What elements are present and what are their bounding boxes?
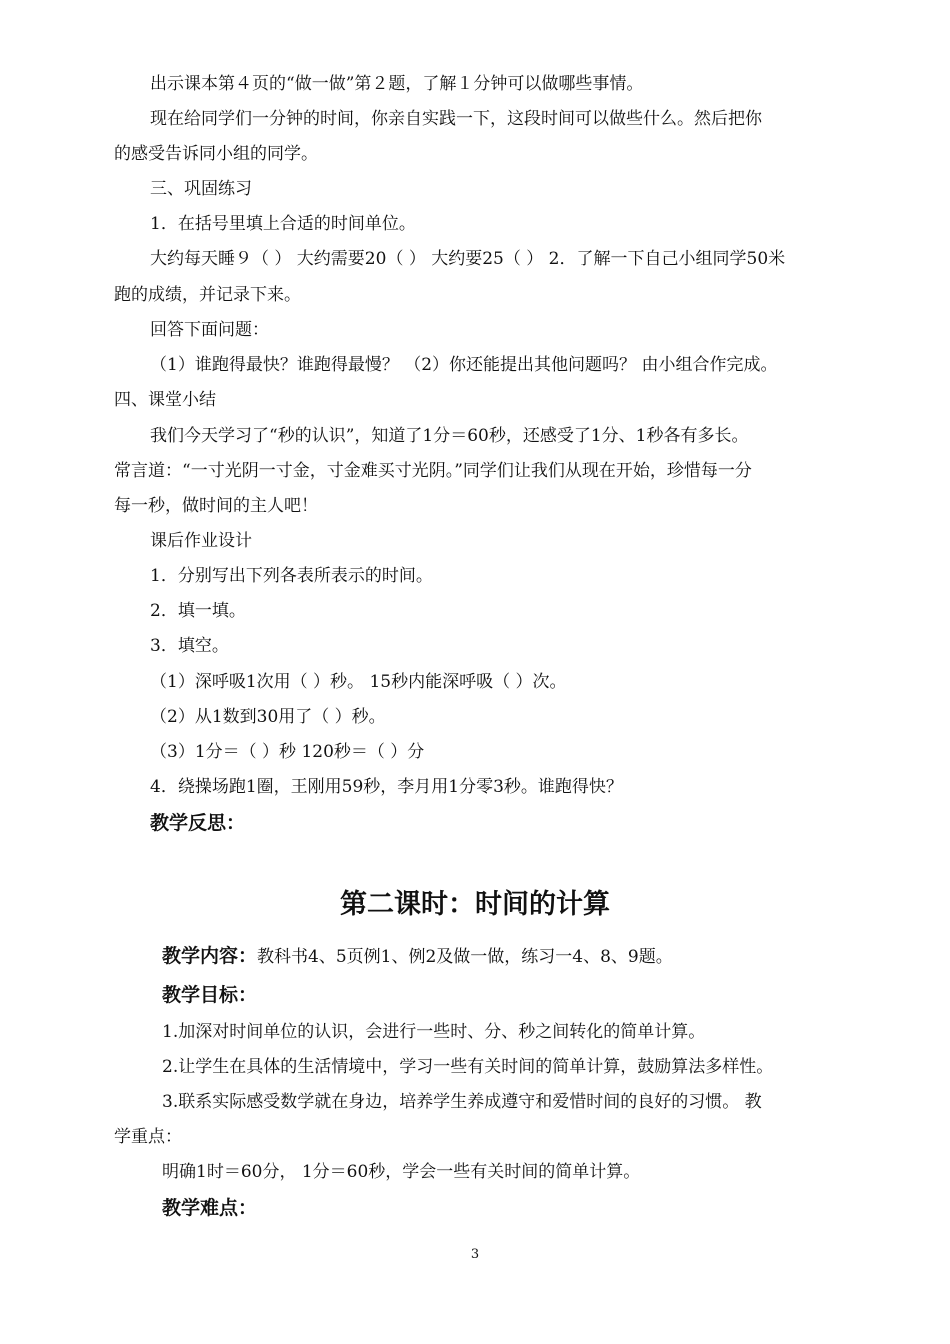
section-heading: 四、课堂小结 [114,390,216,410]
key-point-text: 明确1时＝60分， 1分＝60秒，学会一些有关时间的简单计算。 [162,1162,641,1182]
text-line: （3）1分＝（ ）秒 120秒＝（ ）分 [150,742,425,762]
page-number: 3 [470,1247,480,1262]
content-row [162,944,673,969]
text-line: （1）深呼吸1次用（ ）秒。 15秒内能深呼吸（ ）次。 [150,672,567,692]
text-line: 常言道：“一寸光阴一寸金，寸金难买寸光阴。”同学们让我们从现在开始，珍惜每一分 [114,461,752,481]
section-heading: 课后作业设计 [150,531,252,551]
goal-item: 2.让学生在具体的生活情境中，学习一些有关时间的简单计算，鼓励算法多样性。 [162,1057,774,1077]
reflection-heading: 教学反思： [150,812,246,834]
key-point-heading: 学重点： [114,1127,182,1147]
lesson-title: 第二课时：时间的计算 [340,889,610,920]
text-line: 出示课本第４页的“做一做”第２题，了解１分钟可以做哪些事情。 [150,74,644,94]
text-line: 回答下面问题： [150,320,269,340]
text-line: 3．填空。 [150,636,229,656]
content-label: 教学内容： [162,945,258,967]
text-line: 1．在括号里填上合适的时间单位。 [150,214,416,234]
text-line: 我们今天学习了“秒的认识”，知道了1分＝60秒，还感受了1分、1秒各有多长。 [150,426,749,446]
text-line: 现在给同学们一分钟的时间，你亲自实践一下，这段时间可以做些什么。然后把你 [150,109,762,129]
text-line: 大约每天睡９（ ） 大约需要20（ ） 大约要25（ ） 2．了解一下自己小组同学50米 [150,249,786,269]
text-line: 跑的成绩，并记录下来。 [114,285,301,305]
content-text: 教科书4、5页例1、例2及做一做，练习一4、8、9题。 [257,947,673,967]
goal-item: 3.联系实际感受数学就在身边，培养学生养成遵守和爱惜时间的良好的习惯。 教 [162,1092,762,1112]
section-heading: 三、巩固练习 [150,179,252,199]
text-line: 的感受告诉同小组的同学。 [114,144,318,164]
text-line: 4．绕操场跑1圈，王刚用59秒，李月用1分零3秒。谁跑得快？ [150,777,623,797]
goal-item: 1.加深对时间单位的认识，会进行一些时、分、秒之间转化的简单计算。 [162,1022,706,1042]
text-line: （1）谁跑得最快？谁跑得最慢？ （2）你还能提出其他问题吗？ 由小组合作完成。 [150,355,778,375]
text-line: （2）从1数到30用了（ ）秒。 [150,707,386,727]
text-line: 2．填一填。 [150,601,246,621]
text-line: 每一秒，做时间的主人吧！ [114,496,318,516]
difficulty-heading: 教学难点： [162,1197,258,1219]
text-line: 1．分别写出下列各表所表示的时间。 [150,566,433,586]
goals-heading: 教学目标： [162,984,258,1006]
